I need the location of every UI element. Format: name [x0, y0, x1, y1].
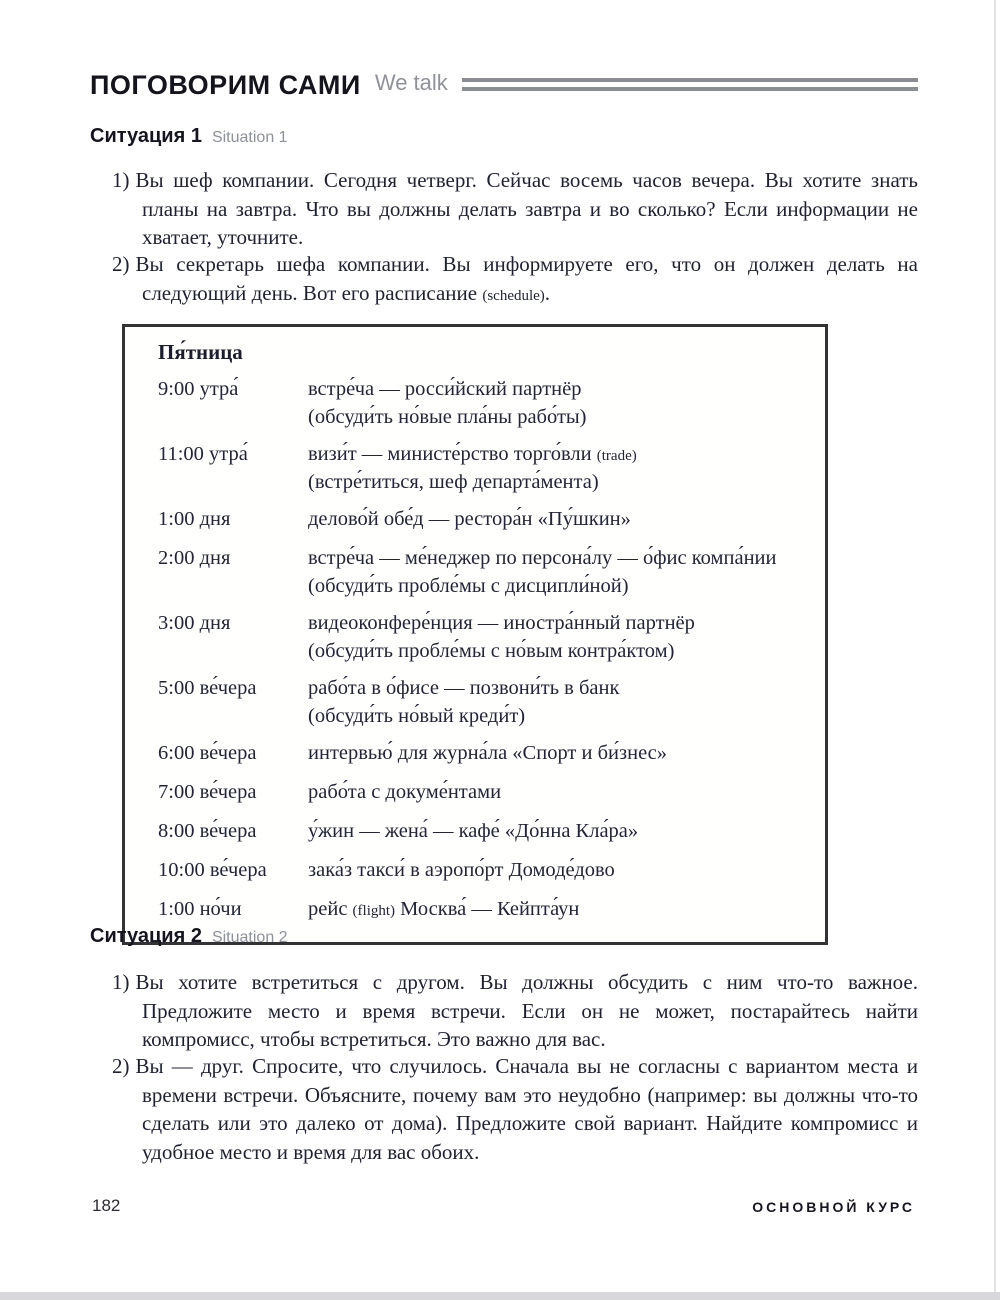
schedule-time: 11:00 утра́: [158, 443, 248, 465]
situation2-item-1: [112, 968, 918, 1054]
schedule-entry-line: встре́ча — ме́неджер по персона́лу — о́фис компа́нии: [308, 547, 777, 569]
schedule-day-header: Пя́тница: [158, 340, 243, 364]
page-header: [90, 70, 918, 101]
schedule-description: [308, 610, 807, 664]
situation1-item-1: [112, 166, 918, 255]
situation2-heading: [90, 925, 288, 948]
schedule-description: [308, 818, 807, 846]
schedule-description: [308, 896, 807, 924]
item-number: 1): [112, 970, 130, 994]
schedule-entry-note: (обсуди́ть пробле́мы с но́вым контра́ктом): [308, 640, 675, 662]
schedule-description: [308, 441, 807, 495]
schedule-entry-line: зака́з такси́ в аэропо́рт Домоде́дово: [308, 859, 615, 881]
schedule-time: 10:00 ве́чера: [158, 859, 267, 881]
schedule-description: [308, 376, 807, 430]
item-text: Вы шеф компании. Сегодня четверг. Сейчас восемь часов вечера. Вы хотите знать планы на завтра. Что вы должны делать завтра и во сколько? Если информации не хватает, уточните.: [135, 168, 918, 249]
situation1-item-2: [112, 250, 918, 310]
schedule-row: [158, 818, 807, 846]
schedule-description: [308, 779, 807, 807]
item-number: 2): [112, 1054, 130, 1078]
schedule-entry-note: (обсуди́ть но́вый креди́т): [308, 705, 526, 727]
schedule-time: 9:00 утра́: [158, 378, 239, 400]
schedule-row: [158, 675, 807, 729]
item-number: 2): [112, 252, 130, 276]
situation2-heading-en: Situation 2: [211, 929, 288, 946]
book-title: ОСНОВНОЙ КУРС: [752, 1199, 915, 1215]
schedule-entry-note: (обсуди́ть пробле́мы с дисципли́ной): [308, 575, 629, 597]
schedule-entry-line: встре́ча — росси́йский партнёр: [308, 378, 582, 400]
schedule-time: 1:00 но́чи: [158, 898, 242, 920]
schedule-row: [158, 857, 807, 885]
situation1-heading: [90, 125, 288, 148]
schedule-entry-line: рабо́та с докуме́нтами: [308, 781, 502, 803]
schedule-row: [158, 441, 807, 495]
schedule-entry-line: делово́й обе́д — рестора́н «Пу́шкин»: [308, 508, 631, 530]
schedule-entry-note: (обсуди́ть но́вые пла́ны рабо́ты): [308, 406, 587, 428]
item-text: Вы секретарь шефа компании. Вы информируете его, что он должен делать на следующий день. Вот его расписание: [135, 252, 918, 305]
schedule-description: [308, 506, 807, 534]
schedule-entry-line: интервью́ для журна́ла «Спорт и би́знес»: [308, 742, 668, 764]
schedule-entry-line: рабо́та в о́фисе — позвони́ть в банк: [308, 677, 620, 699]
schedule-row: [158, 506, 807, 534]
schedule-time: 5:00 ве́чера: [158, 677, 257, 699]
page-title: ПОГОВОРИМ САМИ: [90, 70, 361, 100]
schedule-row: [158, 779, 807, 807]
schedule-time: 3:00 дня: [158, 612, 231, 634]
schedule-description: [308, 740, 807, 768]
schedule-entry-line: рейс (flight) Москва́ — Кейпта́ун: [308, 898, 580, 920]
item-text: Вы — друг. Спросите, что случилось. Сначала вы не согласны с вариантом места и времени встречи. Объясните, почему вам это неудобно (например: вы должны что-то сделать или это далеко от дома). Предложите свой вариант. Найдите компромисс и удобное место и время для вас обоих.: [135, 1054, 918, 1164]
schedule-time: 7:00 ве́чера: [158, 781, 257, 803]
situation2-item-2: [112, 1052, 918, 1166]
schedule-time: 2:00 дня: [158, 547, 231, 569]
schedule-row: [158, 740, 807, 768]
situation1-heading-ru: Ситуация 1: [90, 125, 202, 147]
schedule-time: 1:00 дня: [158, 508, 231, 530]
schedule-description: [308, 675, 807, 729]
schedule-time: 8:00 ве́чера: [158, 820, 257, 842]
item-text: Вы хотите встретиться с другом. Вы должны обсудить с ним что-то важное. Предложите место и время встречи. Если он не может, постарайтесь найти компромисс, чтобы встретиться. Это важно для вас.: [135, 970, 918, 1051]
scan-right-edge: [994, 0, 996, 1300]
schedule-rows: [158, 376, 807, 924]
situation1-heading-en: Situation 1: [211, 129, 288, 146]
header-double-rule: [462, 78, 918, 91]
schedule-row: [158, 545, 807, 599]
page-title-translation: We talk: [374, 70, 448, 95]
schedule-row: [158, 610, 807, 664]
page-number: 182: [92, 1196, 121, 1215]
item-text-en: (schedule): [482, 287, 545, 304]
schedule-entry-line: у́жин — жена́ — кафе́ «До́нна Кла́ра»: [308, 820, 639, 842]
schedule-entry-line: видеоконфере́нция — иностра́нный партнёр: [308, 612, 695, 634]
schedule-description: [308, 857, 807, 885]
item-number: 1): [112, 168, 130, 192]
situation2-heading-ru: Ситуация 2: [90, 925, 202, 947]
scan-bottom-strip: [0, 1292, 1000, 1300]
schedule-row: [158, 896, 807, 924]
schedule-row: [158, 376, 807, 430]
schedule-entry-line: визи́т — министе́рство торго́вли (trade): [308, 443, 637, 465]
schedule-table: [122, 324, 828, 945]
item-text-tail: .: [544, 280, 551, 305]
schedule-description: [308, 545, 807, 599]
schedule-entry-note: (встре́титься, шеф департа́мента): [308, 471, 599, 493]
schedule-time: 6:00 ве́чера: [158, 742, 257, 764]
